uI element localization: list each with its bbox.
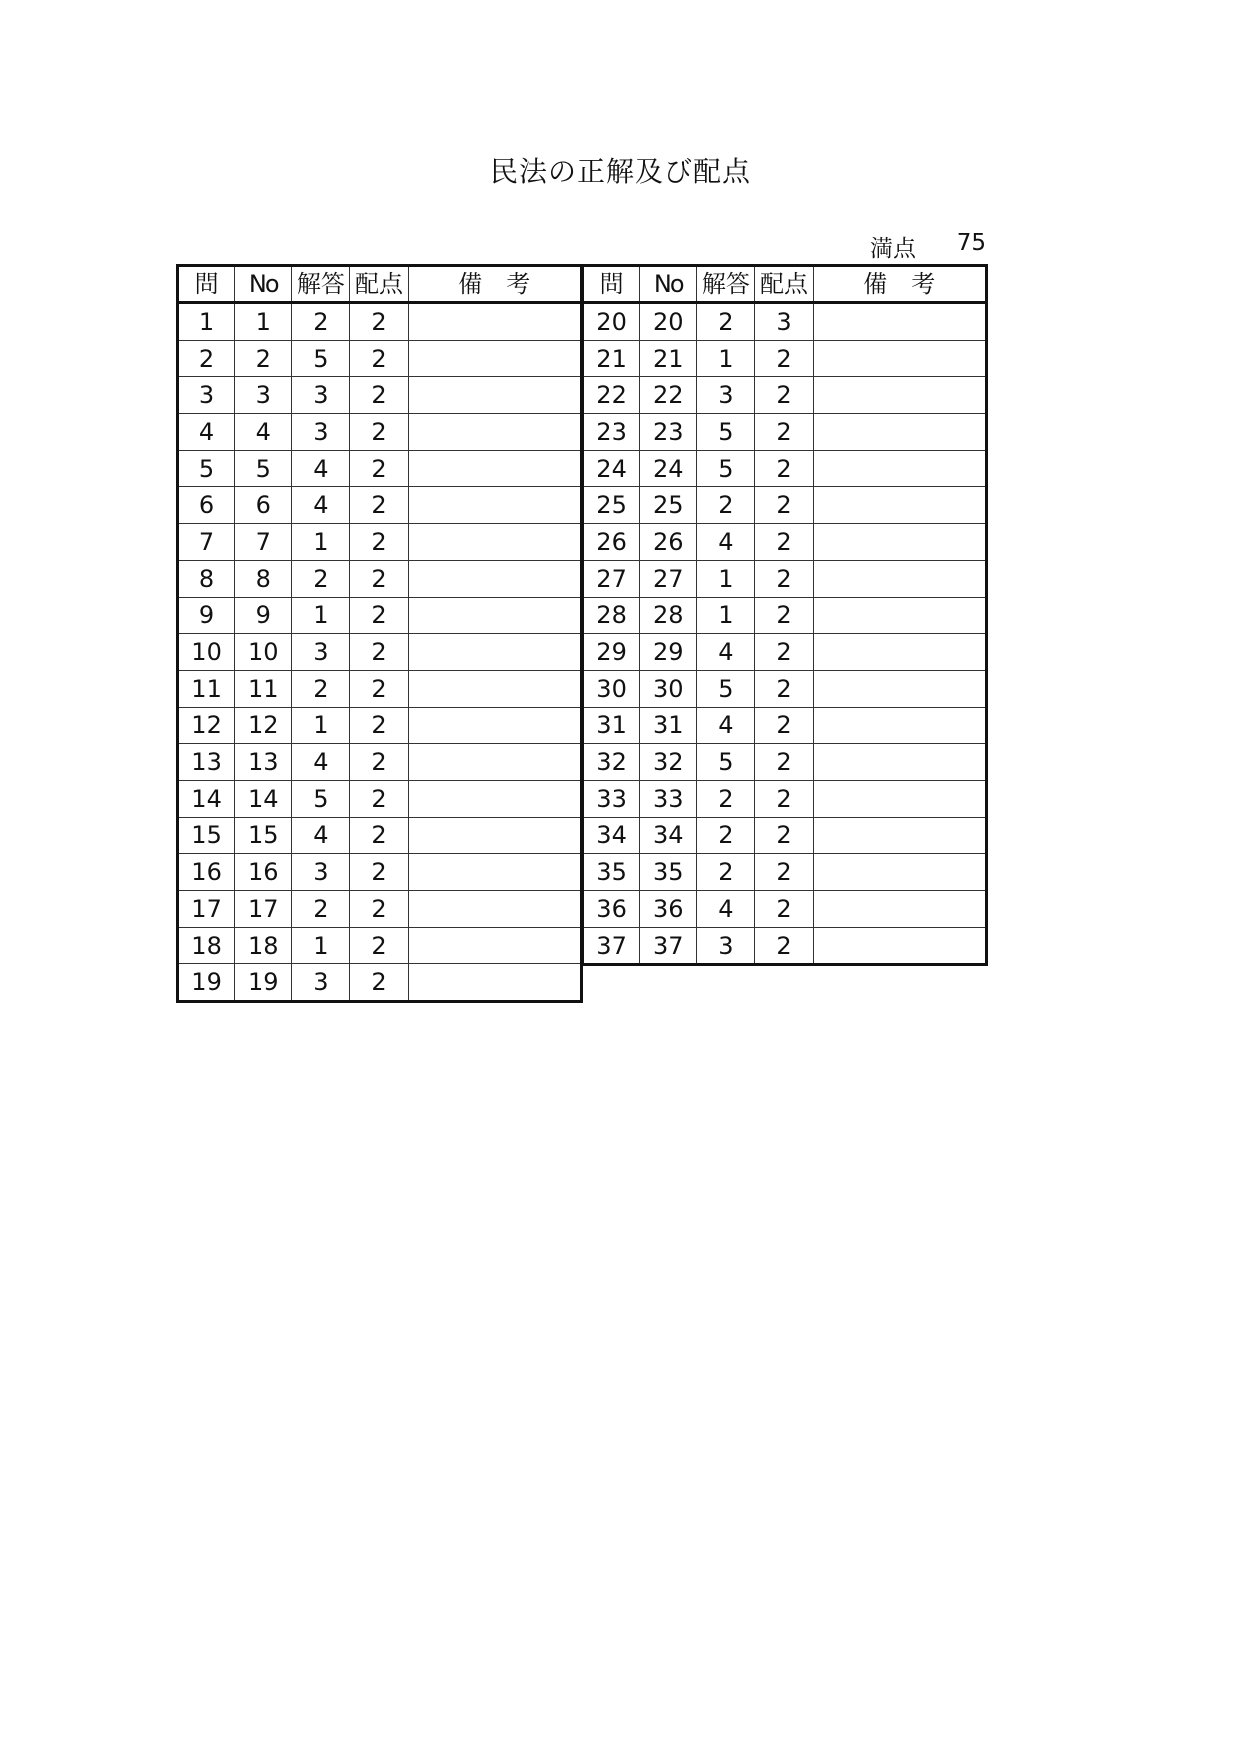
table-row xyxy=(583,450,987,487)
points-cell: 2 xyxy=(755,927,813,965)
points-cell: 2 xyxy=(350,340,408,377)
table-row xyxy=(178,487,582,524)
question-cell: 26 xyxy=(583,524,640,561)
question-cell: 6 xyxy=(178,487,235,524)
note-cell xyxy=(813,377,986,414)
no-cell: 19 xyxy=(235,964,292,1002)
answer-cell: 3 xyxy=(292,377,350,414)
points-cell: 2 xyxy=(350,707,408,744)
answer-table-left xyxy=(176,264,583,1003)
question-cell: 11 xyxy=(178,670,235,707)
question-cell: 4 xyxy=(178,414,235,451)
note-cell xyxy=(813,450,986,487)
question-cell: 1 xyxy=(178,303,235,341)
points-cell: 2 xyxy=(350,414,408,451)
note-cell xyxy=(408,707,581,744)
answer-cell: 2 xyxy=(697,303,755,341)
question-cell: 28 xyxy=(583,597,640,634)
no-cell: 30 xyxy=(640,670,697,707)
note-cell xyxy=(408,450,581,487)
question-cell: 9 xyxy=(178,597,235,634)
answer-cell: 4 xyxy=(292,450,350,487)
answer-cell: 5 xyxy=(697,450,755,487)
no-cell: 23 xyxy=(640,414,697,451)
answer-cell: 4 xyxy=(697,634,755,671)
no-cell: 31 xyxy=(640,707,697,744)
table-row xyxy=(583,414,987,451)
note-cell xyxy=(408,964,581,1002)
table-row xyxy=(178,854,582,891)
answer-cell: 1 xyxy=(697,597,755,634)
note-cell xyxy=(813,891,986,928)
answer-cell: 1 xyxy=(697,560,755,597)
points-cell: 2 xyxy=(755,634,813,671)
table-row xyxy=(583,670,987,707)
table-row xyxy=(178,377,582,414)
answer-cell: 3 xyxy=(697,927,755,965)
note-cell xyxy=(813,670,986,707)
points-cell: 2 xyxy=(350,670,408,707)
question-cell: 7 xyxy=(178,524,235,561)
answer-cell: 2 xyxy=(697,854,755,891)
points-cell: 2 xyxy=(755,524,813,561)
answer-cell: 3 xyxy=(292,854,350,891)
question-cell: 20 xyxy=(583,303,640,341)
no-cell: 15 xyxy=(235,817,292,854)
points-cell: 2 xyxy=(350,524,408,561)
no-cell: 26 xyxy=(640,524,697,561)
table-row xyxy=(178,964,582,1002)
note-cell xyxy=(408,303,581,341)
answer-cell: 2 xyxy=(697,487,755,524)
full-score-label: 満点 xyxy=(870,236,916,262)
note-cell xyxy=(813,597,986,634)
points-cell: 2 xyxy=(755,414,813,451)
points-cell: 2 xyxy=(350,891,408,928)
table-row xyxy=(583,854,987,891)
table-row xyxy=(178,780,582,817)
no-cell: 21 xyxy=(640,340,697,377)
answer-cell: 2 xyxy=(292,560,350,597)
table-row xyxy=(583,303,987,341)
no-cell: 32 xyxy=(640,744,697,781)
question-cell: 31 xyxy=(583,707,640,744)
points-cell: 2 xyxy=(755,560,813,597)
note-cell xyxy=(813,744,986,781)
question-cell: 34 xyxy=(583,817,640,854)
question-cell: 32 xyxy=(583,744,640,781)
answer-cell: 4 xyxy=(697,707,755,744)
table-row xyxy=(178,707,582,744)
table-row xyxy=(178,560,582,597)
answer-cell: 5 xyxy=(697,670,755,707)
question-cell: 22 xyxy=(583,377,640,414)
note-cell xyxy=(408,414,581,451)
answer-cell: 4 xyxy=(697,524,755,561)
answer-cell: 4 xyxy=(292,817,350,854)
no-cell: 12 xyxy=(235,707,292,744)
points-cell: 2 xyxy=(755,340,813,377)
answer-table-right xyxy=(581,264,988,966)
no-cell: 7 xyxy=(235,524,292,561)
question-cell: 23 xyxy=(583,414,640,451)
no-cell: 35 xyxy=(640,854,697,891)
no-cell: 24 xyxy=(640,450,697,487)
note-cell xyxy=(813,340,986,377)
answer-cell: 2 xyxy=(697,780,755,817)
points-cell: 2 xyxy=(755,780,813,817)
note-cell xyxy=(813,634,986,671)
answer-cell: 4 xyxy=(292,487,350,524)
question-cell: 21 xyxy=(583,340,640,377)
note-cell xyxy=(813,414,986,451)
table-row xyxy=(178,670,582,707)
full-score xyxy=(870,230,986,263)
header-no: No xyxy=(640,266,697,303)
no-cell: 36 xyxy=(640,891,697,928)
note-cell xyxy=(408,744,581,781)
question-cell: 25 xyxy=(583,487,640,524)
note-cell xyxy=(813,524,986,561)
header-note: 備考 xyxy=(813,266,986,303)
table-row xyxy=(178,927,582,964)
points-cell: 2 xyxy=(350,377,408,414)
answer-cell: 5 xyxy=(697,414,755,451)
question-cell: 37 xyxy=(583,927,640,965)
question-cell: 3 xyxy=(178,377,235,414)
points-cell: 2 xyxy=(350,780,408,817)
points-cell: 2 xyxy=(350,450,408,487)
note-cell xyxy=(408,560,581,597)
note-cell xyxy=(813,780,986,817)
points-cell: 2 xyxy=(755,597,813,634)
question-cell: 27 xyxy=(583,560,640,597)
question-cell: 15 xyxy=(178,817,235,854)
note-cell xyxy=(408,524,581,561)
points-cell: 2 xyxy=(755,670,813,707)
question-cell: 18 xyxy=(178,927,235,964)
page-title: 民法の正解及び配点 xyxy=(489,155,751,188)
table-row xyxy=(583,891,987,928)
table-row xyxy=(178,744,582,781)
points-cell: 2 xyxy=(350,817,408,854)
question-cell: 33 xyxy=(583,780,640,817)
no-cell: 37 xyxy=(640,927,697,965)
answer-cell: 1 xyxy=(292,524,350,561)
header-row xyxy=(178,266,582,303)
answer-cell: 1 xyxy=(292,707,350,744)
no-cell: 10 xyxy=(235,634,292,671)
note-cell xyxy=(408,597,581,634)
question-cell: 36 xyxy=(583,891,640,928)
answer-cell: 2 xyxy=(292,891,350,928)
points-cell: 2 xyxy=(350,487,408,524)
no-cell: 16 xyxy=(235,854,292,891)
note-cell xyxy=(408,817,581,854)
note-cell xyxy=(408,340,581,377)
question-cell: 12 xyxy=(178,707,235,744)
answer-cell: 3 xyxy=(292,634,350,671)
header-points: 配点 xyxy=(755,266,813,303)
note-cell xyxy=(813,854,986,891)
note-cell xyxy=(813,560,986,597)
table-row xyxy=(583,597,987,634)
no-cell: 4 xyxy=(235,414,292,451)
note-cell xyxy=(408,780,581,817)
points-cell: 2 xyxy=(755,707,813,744)
points-cell: 3 xyxy=(755,303,813,341)
table-row xyxy=(583,780,987,817)
question-cell: 5 xyxy=(178,450,235,487)
table-row xyxy=(583,524,987,561)
answer-cell: 3 xyxy=(697,377,755,414)
answer-cell: 1 xyxy=(292,927,350,964)
table-row xyxy=(583,707,987,744)
answer-cell: 3 xyxy=(292,414,350,451)
table-row xyxy=(178,450,582,487)
header-points: 配点 xyxy=(350,266,408,303)
question-cell: 2 xyxy=(178,340,235,377)
note-cell xyxy=(813,927,986,965)
no-cell: 33 xyxy=(640,780,697,817)
question-cell: 19 xyxy=(178,964,235,1002)
answer-cell: 2 xyxy=(292,303,350,341)
note-cell xyxy=(813,487,986,524)
no-cell: 20 xyxy=(640,303,697,341)
header-answer: 解答 xyxy=(697,266,755,303)
no-cell: 2 xyxy=(235,340,292,377)
answer-cell: 1 xyxy=(292,597,350,634)
points-cell: 2 xyxy=(350,927,408,964)
table-row xyxy=(583,487,987,524)
table-row xyxy=(583,744,987,781)
question-cell: 13 xyxy=(178,744,235,781)
question-cell: 16 xyxy=(178,854,235,891)
points-cell: 2 xyxy=(755,891,813,928)
note-cell xyxy=(408,927,581,964)
no-cell: 27 xyxy=(640,560,697,597)
no-cell: 6 xyxy=(235,487,292,524)
question-cell: 10 xyxy=(178,634,235,671)
table-row xyxy=(178,524,582,561)
table-row xyxy=(178,597,582,634)
note-cell xyxy=(408,670,581,707)
answer-cell: 2 xyxy=(697,817,755,854)
header-question: 問 xyxy=(178,266,235,303)
no-cell: 18 xyxy=(235,927,292,964)
note-cell xyxy=(813,817,986,854)
table-row xyxy=(583,927,987,965)
question-cell: 30 xyxy=(583,670,640,707)
question-cell: 24 xyxy=(583,450,640,487)
header-no: No xyxy=(235,266,292,303)
answer-cell: 5 xyxy=(292,340,350,377)
table-row xyxy=(583,340,987,377)
answer-cell: 4 xyxy=(697,891,755,928)
no-cell: 34 xyxy=(640,817,697,854)
points-cell: 2 xyxy=(755,854,813,891)
answer-cell: 2 xyxy=(292,670,350,707)
note-cell xyxy=(408,377,581,414)
table-row xyxy=(178,303,582,341)
points-cell: 2 xyxy=(755,450,813,487)
points-cell: 2 xyxy=(350,560,408,597)
header-row xyxy=(583,266,987,303)
no-cell: 3 xyxy=(235,377,292,414)
table-row xyxy=(583,560,987,597)
points-cell: 2 xyxy=(350,634,408,671)
table-row xyxy=(178,817,582,854)
no-cell: 9 xyxy=(235,597,292,634)
note-cell xyxy=(408,891,581,928)
table-row xyxy=(178,891,582,928)
question-cell: 8 xyxy=(178,560,235,597)
no-cell: 17 xyxy=(235,891,292,928)
answer-cell: 4 xyxy=(292,744,350,781)
points-cell: 2 xyxy=(350,303,408,341)
no-cell: 11 xyxy=(235,670,292,707)
points-cell: 2 xyxy=(350,964,408,1002)
no-cell: 22 xyxy=(640,377,697,414)
answer-cell: 5 xyxy=(697,744,755,781)
table-row xyxy=(178,340,582,377)
no-cell: 14 xyxy=(235,780,292,817)
points-cell: 2 xyxy=(755,744,813,781)
points-cell: 2 xyxy=(350,744,408,781)
header-answer: 解答 xyxy=(292,266,350,303)
question-cell: 14 xyxy=(178,780,235,817)
table-row xyxy=(583,634,987,671)
note-cell xyxy=(813,303,986,341)
table-row xyxy=(178,414,582,451)
question-cell: 35 xyxy=(583,854,640,891)
points-cell: 2 xyxy=(755,817,813,854)
points-cell: 2 xyxy=(755,377,813,414)
no-cell: 8 xyxy=(235,560,292,597)
answer-cell: 5 xyxy=(292,780,350,817)
question-cell: 17 xyxy=(178,891,235,928)
question-cell: 29 xyxy=(583,634,640,671)
no-cell: 29 xyxy=(640,634,697,671)
no-cell: 1 xyxy=(235,303,292,341)
points-cell: 2 xyxy=(350,854,408,891)
points-cell: 2 xyxy=(350,597,408,634)
no-cell: 28 xyxy=(640,597,697,634)
no-cell: 13 xyxy=(235,744,292,781)
answer-cell: 3 xyxy=(292,964,350,1002)
table-row xyxy=(178,634,582,671)
answer-cell: 1 xyxy=(697,340,755,377)
note-cell xyxy=(408,634,581,671)
header-note: 備考 xyxy=(408,266,581,303)
table-row xyxy=(583,817,987,854)
full-score-value: 75 xyxy=(956,230,986,256)
header-question: 問 xyxy=(583,266,640,303)
no-cell: 25 xyxy=(640,487,697,524)
note-cell xyxy=(408,487,581,524)
points-cell: 2 xyxy=(755,487,813,524)
no-cell: 5 xyxy=(235,450,292,487)
table-row xyxy=(583,377,987,414)
note-cell xyxy=(813,707,986,744)
note-cell xyxy=(408,854,581,891)
